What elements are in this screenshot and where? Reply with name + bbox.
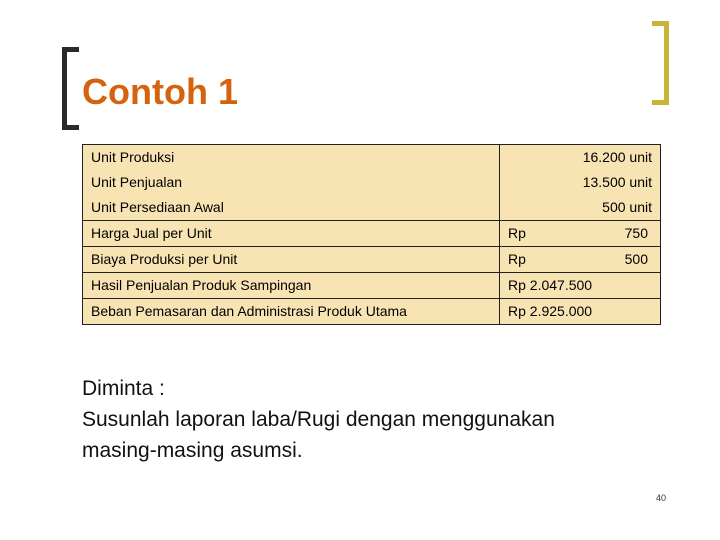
row-value [500,221,661,247]
row-value [500,247,661,273]
table-row-hasil-penjualan-sampingan [83,273,661,299]
instruction-line: Susunlah laporan laba/Rugi dengan menggunakan [82,408,555,431]
currency-label: Rp [508,277,526,293]
table-row-unit-persediaan-awal [83,195,661,221]
row-value: 500 unit [500,195,661,221]
row-label: Unit Persediaan Awal [83,195,500,221]
page-number: 40 [656,493,667,503]
instruction-text [82,373,662,466]
currency-label: Rp [508,251,526,267]
currency-label: Rp [508,225,526,241]
amount-value: 2.047.500 [529,277,593,293]
row-value: 13.500 unit [500,170,661,195]
left-bracket-decoration [62,47,79,130]
table-row-beban-pemasaran [83,299,661,325]
instruction-line: masing-masing asumsi. [82,439,303,462]
row-label: Biaya Produksi per Unit [83,247,500,273]
slide-title: Contoh 1 [82,71,238,112]
table-row-biaya-produksi [83,247,661,273]
row-label: Unit Produksi [83,145,500,171]
amount-value: 500 [624,251,648,267]
instruction-line: Diminta : [82,377,165,400]
amount-value: 2.925.000 [529,303,593,319]
row-label: Harga Jual per Unit [83,221,500,247]
row-label: Unit Penjualan [83,170,500,195]
table-row-unit-penjualan [83,170,661,195]
table-row-unit-produksi [83,145,661,171]
right-bracket-decoration [652,21,669,105]
row-value [500,273,661,299]
table-row-harga-jual [83,221,661,247]
row-value [500,299,661,325]
row-value: 16.200 unit [500,145,661,171]
row-label: Beban Pemasaran dan Administrasi Produk Utama [83,299,500,325]
currency-label: Rp [508,303,526,319]
amount-value: 750 [624,225,648,241]
row-label: Hasil Penjualan Produk Sampingan [83,273,500,299]
data-table [82,144,661,325]
